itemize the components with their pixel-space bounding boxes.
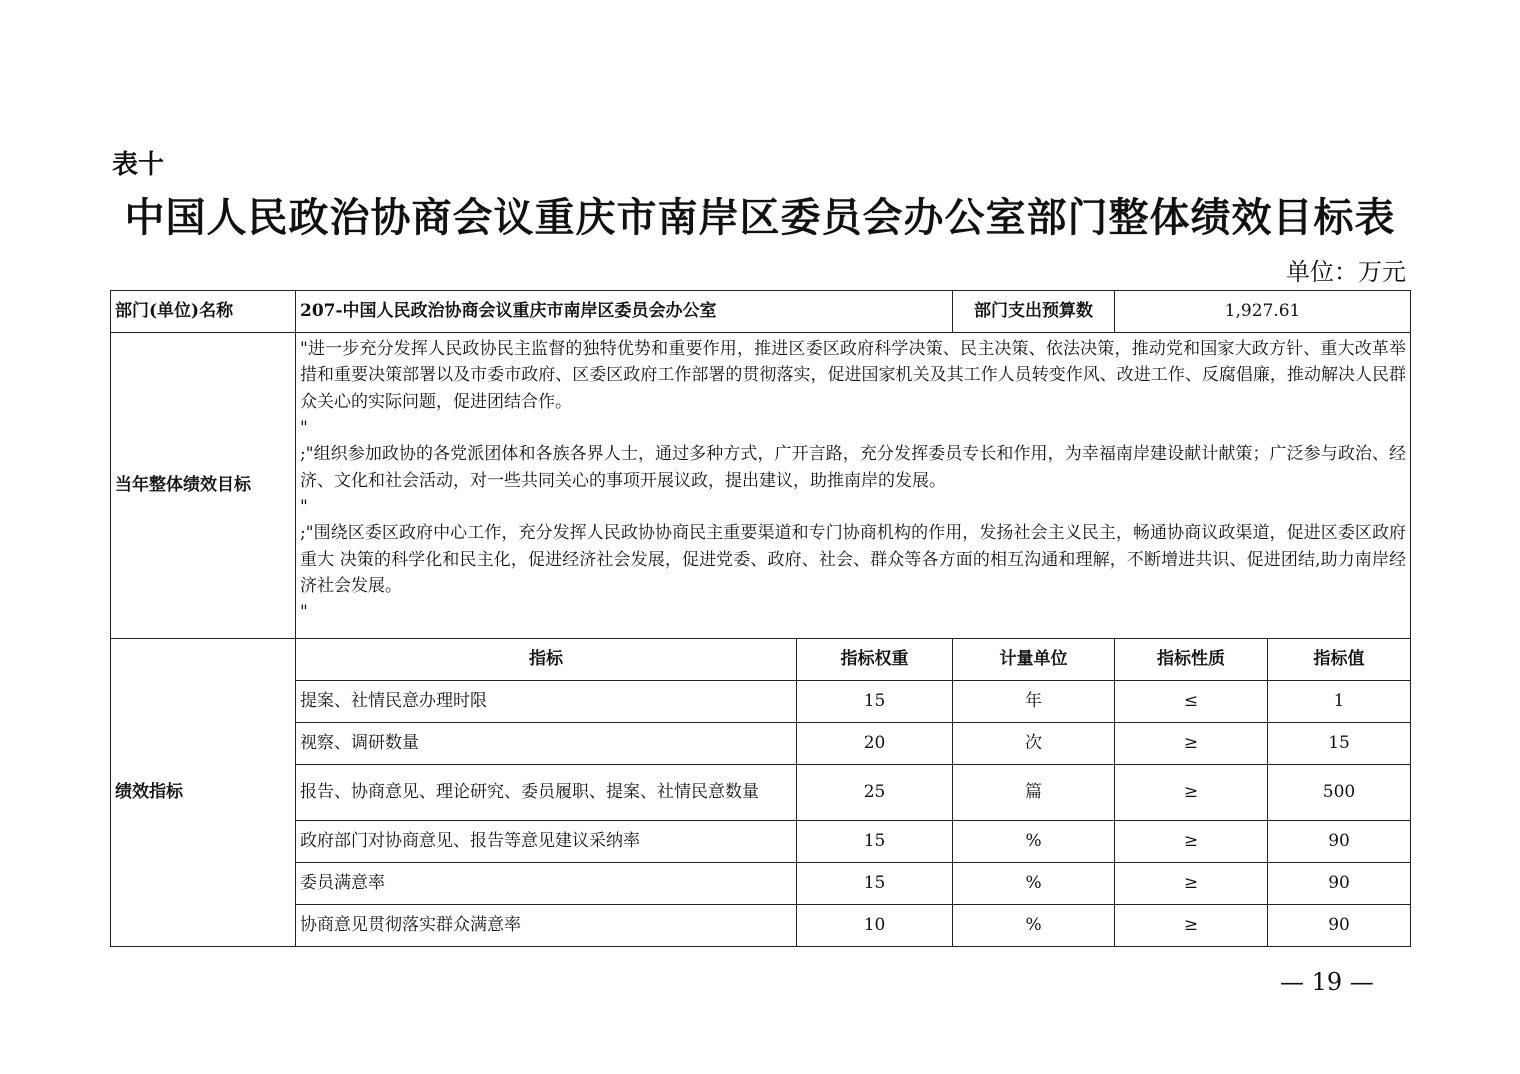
dept-name-value: 207-中国人民政治协商会议重庆市南岸区委员会办公室 bbox=[296, 291, 953, 333]
indicator-unit: % bbox=[953, 905, 1115, 947]
indicator-unit: 篇 bbox=[953, 765, 1115, 821]
indicator-nature: ≥ bbox=[1115, 863, 1268, 905]
table-row bbox=[111, 821, 1411, 863]
table-row bbox=[111, 765, 1411, 821]
goal-paragraph: ;"围绕区委区政府中心工作，充分发挥人民政协协商民主重要渠道和专门协商机构的作用，发扬社会主义民主，畅通协商议政渠道，促进区委区政府重大 决策的科学化和民主化，促进经济社会发展，促进党委、政府、社会、群众等各方面的相互沟通和理解，不断增进共识、促进团结,助力南岸经济社会发展。 " bbox=[300, 523, 1407, 623]
indicator-nature: ≥ bbox=[1115, 765, 1268, 821]
header-weight: 指标权重 bbox=[797, 639, 953, 681]
indicator-value: 15 bbox=[1268, 723, 1411, 765]
dept-row bbox=[111, 291, 1411, 333]
indicator-weight: 15 bbox=[797, 821, 953, 863]
goal-paragraph: "进一步充分发挥人民政协民主监督的独特优势和重要作用，推进区委区政府科学决策、民主决策、依法决策，推动党和国家大政方针、重大改革举措和重要决策部署以及市委市政府、区委区政府工作部署的贯彻落实，促进国家机关及其工作人员转变作风、改进工作、反腐倡廉，推动解决人民群众关心的实际问题，促进团结合作。 " bbox=[300, 339, 1407, 439]
header-unit: 计量单位 bbox=[953, 639, 1115, 681]
indicator-nature: ≥ bbox=[1115, 821, 1268, 863]
indicator-value: 1 bbox=[1268, 681, 1411, 723]
header-indicator: 指标 bbox=[296, 639, 797, 681]
indicator-header-row bbox=[111, 639, 1411, 681]
indicator-name: 提案、社情民意办理时限 bbox=[296, 681, 797, 723]
table-row bbox=[111, 681, 1411, 723]
goal-paragraph: ;"组织参加政协的各党派团体和各族各界人士，通过多种方式，广开言路，充分发挥委员专长和作用，为幸福南岸建设献计献策；广泛参与政治、经济、文化和社会活动，对一些共同关心的事项开展议政，提出建议，助推南岸的发展。 " bbox=[300, 444, 1407, 518]
budget-label: 部门支出预算数 bbox=[953, 291, 1115, 333]
indicator-unit: % bbox=[953, 821, 1115, 863]
indicators-label: 绩效指标 bbox=[111, 639, 296, 947]
budget-value: 1,927.61 bbox=[1115, 291, 1411, 333]
indicator-name: 委员满意率 bbox=[296, 863, 797, 905]
indicator-unit: 次 bbox=[953, 723, 1115, 765]
indicator-value: 90 bbox=[1268, 905, 1411, 947]
table-row bbox=[111, 905, 1411, 947]
indicator-unit: % bbox=[953, 863, 1115, 905]
indicator-name: 协商意见贯彻落实群众满意率 bbox=[296, 905, 797, 947]
indicator-weight: 10 bbox=[797, 905, 953, 947]
indicator-value: 500 bbox=[1268, 765, 1411, 821]
performance-table bbox=[110, 290, 1411, 947]
table-number: 表十 bbox=[112, 150, 165, 180]
annual-goal-row bbox=[111, 333, 1411, 639]
dept-name-label: 部门(单位)名称 bbox=[111, 291, 296, 333]
indicator-weight: 15 bbox=[797, 681, 953, 723]
indicator-weight: 20 bbox=[797, 723, 953, 765]
page-number: — 19 — bbox=[1280, 968, 1374, 996]
table-row bbox=[111, 723, 1411, 765]
indicator-unit: 年 bbox=[953, 681, 1115, 723]
indicator-nature: ≥ bbox=[1115, 723, 1268, 765]
indicator-nature: ≥ bbox=[1115, 905, 1268, 947]
indicator-weight: 25 bbox=[797, 765, 953, 821]
page-title: 中国人民政治协商会议重庆市南岸区委员会办公室部门整体绩效目标表 bbox=[124, 194, 1396, 241]
indicator-name: 视察、调研数量 bbox=[296, 723, 797, 765]
annual-goal-label: 当年整体绩效目标 bbox=[111, 333, 296, 639]
header-value: 指标值 bbox=[1268, 639, 1411, 681]
annual-goal-text bbox=[296, 333, 1411, 639]
indicator-value: 90 bbox=[1268, 821, 1411, 863]
indicator-value: 90 bbox=[1268, 863, 1411, 905]
header-nature: 指标性质 bbox=[1115, 639, 1268, 681]
table-row bbox=[111, 863, 1411, 905]
indicator-nature: ≤ bbox=[1115, 681, 1268, 723]
indicator-name: 报告、协商意见、理论研究、委员履职、提案、社情民意数量 bbox=[296, 765, 797, 821]
indicator-name: 政府部门对协商意见、报告等意见建议采纳率 bbox=[296, 821, 797, 863]
unit-note: 单位：万元 bbox=[1286, 258, 1406, 286]
indicator-weight: 15 bbox=[797, 863, 953, 905]
